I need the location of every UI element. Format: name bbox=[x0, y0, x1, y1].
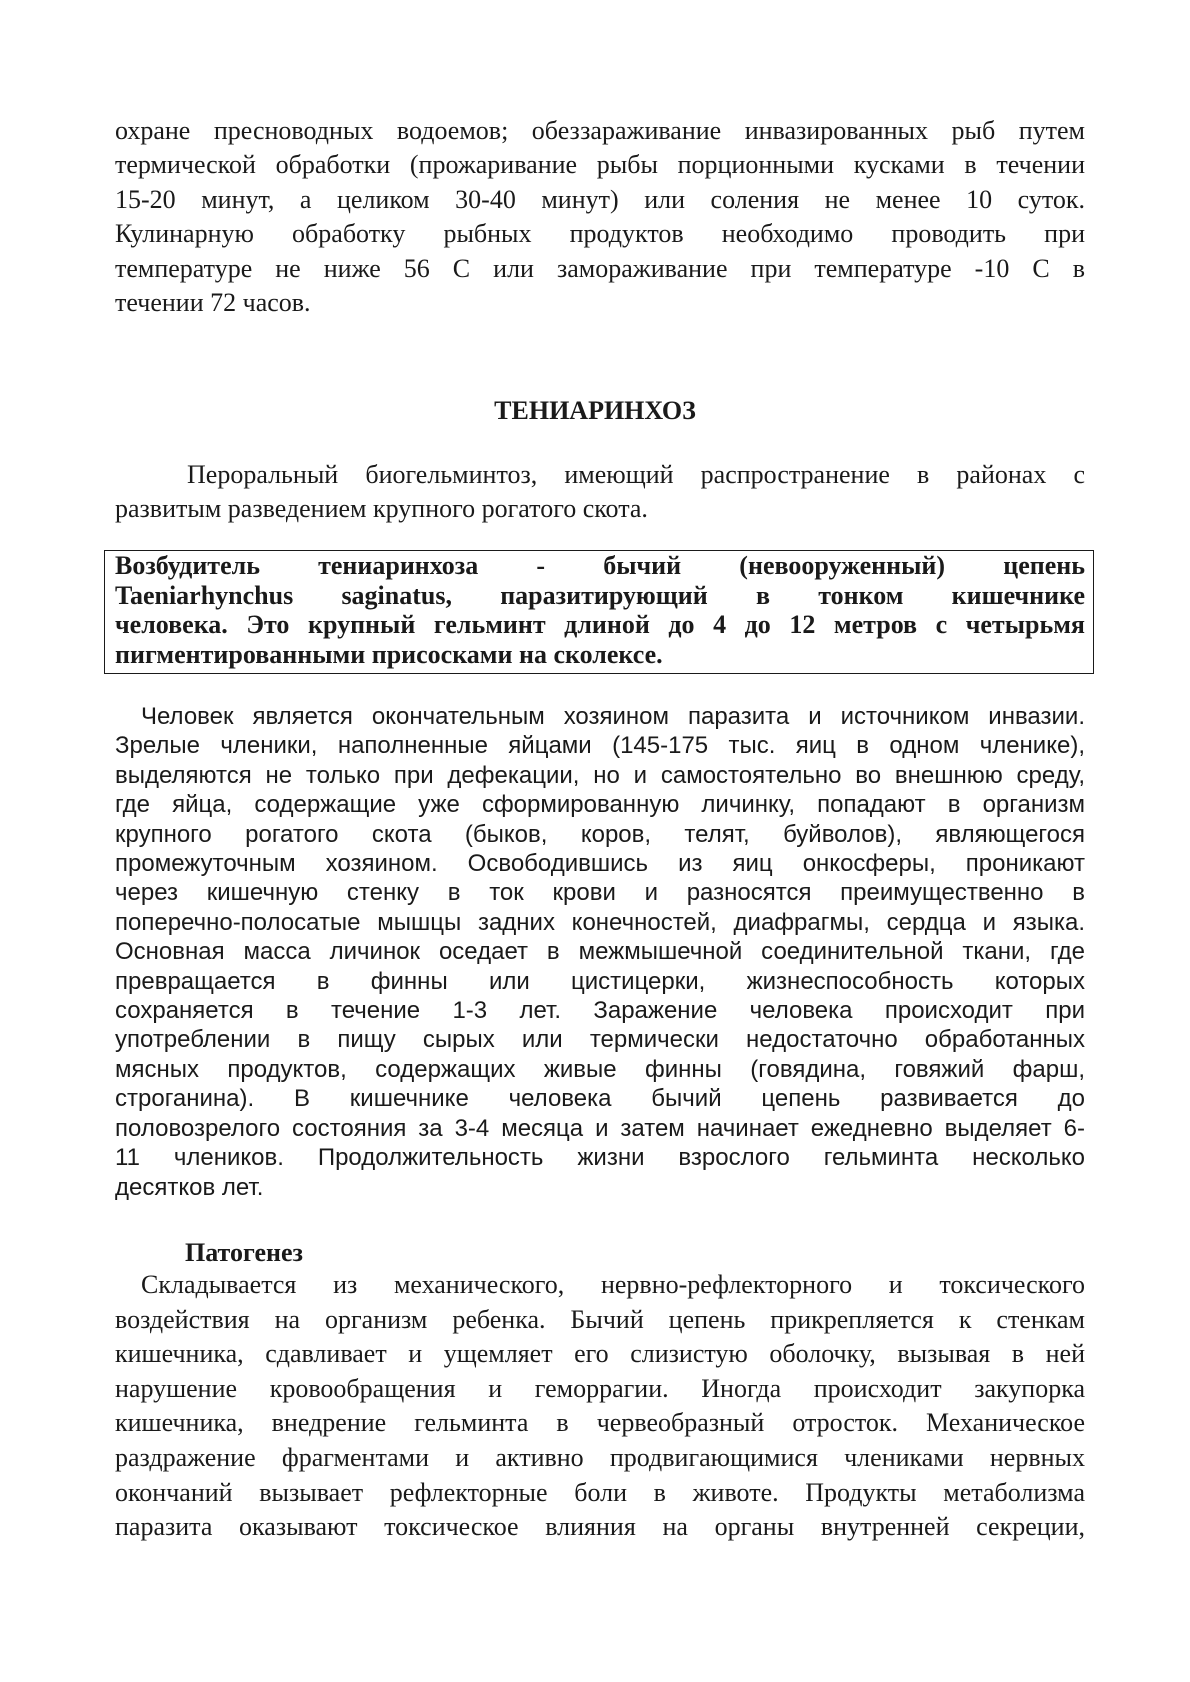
text-line: употреблении в пищу сырых или термически недостаточно обработанных bbox=[115, 1026, 1085, 1054]
text-line: кишечника, сдавливает и ущемляет его слизистую оболочку, вызывая в ней bbox=[115, 1339, 1085, 1369]
text-line: 11 члеников. Продолжительность жизни взрослого гельминта несколько bbox=[115, 1144, 1085, 1172]
text-line: раздражение фрагментами и активно продвигающимися члениками нервных bbox=[115, 1442, 1085, 1472]
text-line: Возбудитель тениаринхоза - бычий (невооруженный) цепень bbox=[115, 551, 1085, 580]
text-line: Складывается из механического, нервно-рефлекторного и токсического bbox=[141, 1270, 1085, 1299]
text-line: паразита оказывают токсическое влияния на органы внутренней секреции, bbox=[115, 1512, 1085, 1542]
text-line: пигментированными присосками на сколексе. bbox=[115, 639, 663, 669]
highlight-box-text bbox=[115, 551, 1085, 669]
text-line: Человек является окончательным хозяином паразита и источником инвазии. bbox=[141, 703, 1085, 730]
text-line: где яйца, содержащие уже сформированную личинку, попадают в организм bbox=[115, 791, 1085, 819]
text-line: охране пресноводных водоемов; обеззараживание инвазированных рыб путем bbox=[115, 116, 1085, 145]
text-line: температуре не ниже 56 С или замораживание при температуре -10 С в bbox=[115, 253, 1085, 283]
text-line: нарушение кровообращения и геморрагии. Иногда происходит закупорка bbox=[115, 1373, 1085, 1403]
text-line: Зрелые членики, наполненные яйцами (145-175 тыс. яиц в одном членике), bbox=[115, 732, 1085, 760]
main-paragraph bbox=[115, 702, 1085, 1202]
text-line: сохраняется в течение 1-3 лет. Заражение человека происходит при bbox=[115, 997, 1085, 1025]
paragraph-top bbox=[115, 114, 1085, 320]
text-line: выделяются не только при дефекации, но и самостоятельно во внешнюю среду, bbox=[115, 761, 1085, 789]
text-line: половозрелого состояния за 3-4 месяца и затем начинает ежедневно выделяет 6- bbox=[115, 1114, 1085, 1142]
section-title: ТЕНИАРИНХОЗ bbox=[494, 396, 696, 425]
pathogenesis-paragraph bbox=[115, 1268, 1085, 1545]
text-line: строганина). В кишечнике человека бычий цепень развивается до bbox=[115, 1085, 1085, 1113]
text-line: течении 72 часов. bbox=[115, 288, 311, 318]
text-line: Кулинарную обработку рыбных продуктов необходимо проводить при bbox=[115, 219, 1085, 249]
text-line: мясных продуктов, содержащих живые финны (говядина, говяжий фарш, bbox=[115, 1055, 1085, 1083]
subheading: Патогенез bbox=[185, 1238, 303, 1267]
text-line: термической обработки (прожаривание рыбы порционными кусками в течении bbox=[115, 150, 1085, 180]
text-line: крупного рогатого скота (быков, коров, телят, буйволов), являющегося bbox=[115, 820, 1085, 848]
text-line: развитым разведением крупного рогатого скота. bbox=[115, 494, 648, 523]
text-line: Пероральный биогельминтоз, имеющий распространение в районах с bbox=[187, 460, 1085, 489]
intro-paragraph bbox=[115, 458, 1085, 526]
text-line: поперечно-полосатые мышцы задних конечностей, диафрагмы, сердца и языка. bbox=[115, 908, 1085, 936]
text-line: 15-20 минут, а целиком 30-40 минут) или соления не менее 10 суток. bbox=[115, 184, 1085, 214]
text-line: окончаний вызывает рефлекторные боли в животе. Продукты метаболизма bbox=[115, 1477, 1085, 1507]
text-line: Основная масса личинок оседает в межмышечной соединительной ткани, где bbox=[115, 938, 1085, 966]
text-line: кишечника, внедрение гельминта в червеобразный отросток. Механическое bbox=[115, 1408, 1085, 1438]
text-line: через кишечную стенку в ток крови и разносятся преимущественно в bbox=[115, 879, 1085, 907]
text-line: Taeniarhynchus saginatus, паразитирующий в тонком кишечнике bbox=[115, 580, 1085, 610]
text-line: воздействия на организм ребенка. Бычий цепень прикрепляется к стенкам bbox=[115, 1304, 1085, 1334]
text-line: превращается в финны или цистицерки, жизнеспособность которых bbox=[115, 967, 1085, 995]
text-line: человека. Это крупный гельминт длиной до 4 до 12 метров с четырьмя bbox=[115, 610, 1085, 639]
text-line: десятков лет. bbox=[115, 1173, 264, 1201]
text-line: промежуточным хозяином. Освободившись из яиц онкосферы, проникают bbox=[115, 850, 1085, 878]
